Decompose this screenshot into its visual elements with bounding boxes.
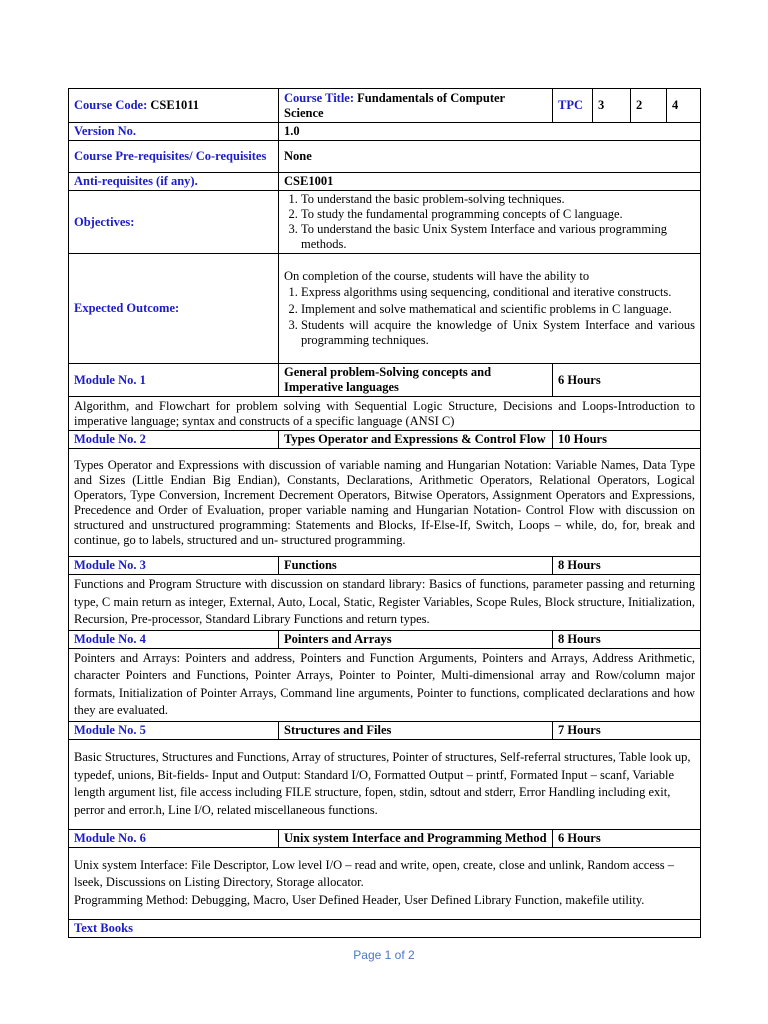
outcome-item: 3. Students will acquire the knowledge of Unix System Interface and various programming techniques. (301, 318, 695, 348)
objectives-list (284, 192, 695, 252)
tpc-theory: 3 (593, 89, 631, 123)
module-title: General problem-Solving concepts and Imperative languages (279, 364, 553, 397)
course-code-cell (69, 89, 279, 123)
module-label: Module No. 5 (69, 721, 279, 739)
module-title: Types Operator and Expressions & Control Flow (279, 431, 553, 449)
tpc-practical: 2 (631, 89, 667, 123)
module-label: Module No. 3 (69, 557, 279, 575)
module-content: Pointers and Arrays: Pointers and address, Pointers and Function Arguments, Pointers and Arrays, Address Arithmetic, character Pointers and Functions, Pointer Arrays, Pointer to Pointer, Multi-dimensional array and Row/column major formats, Initialization of Pointer Arrays, Command line arguments, Pointer to functions, complicated declarations and how they are evaluated. (69, 648, 701, 721)
module-label: Module No. 6 (69, 829, 279, 847)
module-content (69, 847, 701, 919)
course-title-label: Course Title: (284, 90, 355, 105)
outcome-list (284, 284, 695, 348)
module-title: Unix system Interface and Programming Method (279, 829, 553, 847)
module-label: Module No. 2 (69, 431, 279, 449)
course-title-cell (279, 89, 553, 123)
course-code: CSE1011 (150, 98, 200, 112)
outcome-intro: On completion of the course, students will have the ability to (284, 269, 590, 283)
module-label: Module No. 4 (69, 630, 279, 648)
outcome-label: Expected Outcome: (69, 254, 279, 364)
antireq-label: Anti-requisites (if any). (69, 173, 279, 191)
course-code-label: Course Code: (74, 98, 148, 112)
objectives-label: Objectives: (69, 191, 279, 254)
prereq-value: None (279, 141, 701, 173)
objective-item: 3. To understand the basic Unix System Interface and various programming methods. (301, 222, 695, 252)
module-title: Functions (279, 557, 553, 575)
module-hours: 6 Hours (553, 364, 701, 397)
objective-item: 2. To study the fundamental programming concepts of C language. (301, 207, 695, 222)
outcome-item: 1. Express algorithms using sequencing, conditional and iterative constructs. (301, 284, 695, 301)
textbooks-label: Text Books (69, 919, 701, 937)
objectives-cell (279, 191, 701, 254)
antireq-value: CSE1001 (279, 173, 701, 191)
page-number: Page 1 of 2 (353, 948, 415, 962)
objective-item: 1. To understand the basic problem-solving techniques. (301, 192, 695, 207)
module-hours: 8 Hours (553, 557, 701, 575)
tpc-label: TPC (553, 89, 593, 123)
module-content: Types Operator and Expressions with discussion of variable naming and Hungarian Notation: Variable Names, Data Type and Sizes (Little Endian Big Endian), Constants, Declarations, Arithmetic Operators, Relational Operators, Logical Operators, Type Conversion, Increment Decrement Operators, Bitwise Operators, Assignment Operators and Expressions, Precedence and Order of Evaluation, proper variable naming and Hungarian Notation- Control Flow with discussion on structured and unstructured programming: Statements and Blocks, If-Else-If, Switch, Loops – while, do, for, break and continue, go to labels, structured and un- structured programming. (69, 449, 701, 557)
version-value: 1.0 (279, 123, 701, 141)
module-title: Pointers and Arrays (279, 630, 553, 648)
outcome-cell (279, 254, 701, 364)
course-title: Fundamentals of Computer Science (284, 90, 505, 120)
module-title: Structures and Files (279, 721, 553, 739)
tpc-credits: 4 (667, 89, 701, 123)
module-hours: 10 Hours (553, 431, 701, 449)
module-hours: 6 Hours (553, 829, 701, 847)
prereq-label: Course Pre-requisites/ Co-requisites (69, 141, 279, 173)
module-content: Basic Structures, Structures and Functions, Array of structures, Pointer of structures, Self-referral structures, Table look up, typedef, unions, Bit-fields- Input and Output: Standard I/O, Formatted Output – printf, Formated Input – scanf, Variable length argument list, file access including FILE structure, fopen, stdin, sdtout and stderr, Error Handling including exit, perror and error.h, Line I/O, related miscellaneous functions. (69, 739, 701, 829)
module-content: Functions and Program Structure with discussion on standard library: Basics of functions, parameter passing and returning type, C main return as integer, External, Auto, Local, Static, Register Variables, Scope Rules, Block structure, Initialization, Recursion, Pre-processor, Standard Library Functions and return types. (69, 575, 701, 631)
module-content-part: Programming Method: Debugging, Macro, User Defined Header, User Defined Library Function, makefile utility. (74, 892, 645, 907)
module-content: Algorithm, and Flowchart for problem solving with Sequential Logic Structure, Decisions and Loops-Introduction to imperative language; syntax and constructs of a specific language (ANSI C) (69, 397, 701, 431)
module-content-part: Unix system Interface: File Descriptor, Low level I/O – read and write, open, create, close and unlink, Random access – lseek, Discussions on Listing Directory, Storage allocator. (74, 857, 674, 890)
syllabus-table (68, 88, 701, 938)
version-label: Version No. (69, 123, 279, 141)
module-hours: 8 Hours (553, 630, 701, 648)
module-hours: 7 Hours (553, 721, 701, 739)
module-label: Module No. 1 (69, 364, 279, 397)
outcome-item: 2. Implement and solve mathematical and scientific problems in C language. (301, 301, 695, 318)
